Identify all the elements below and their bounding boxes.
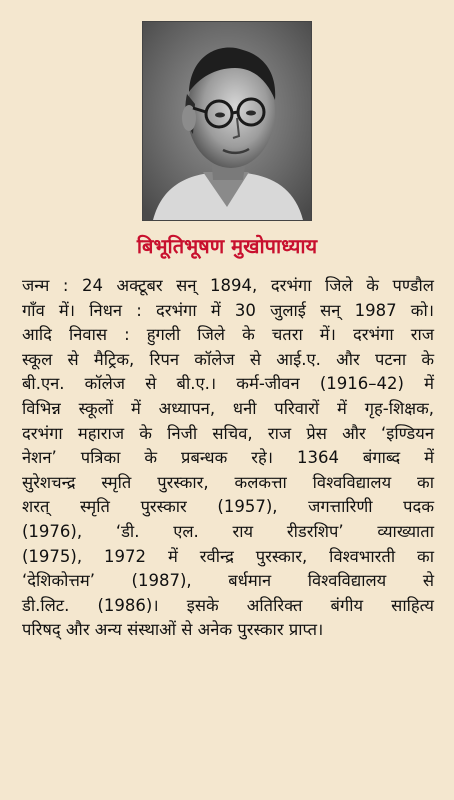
bio-line: डी.लिट. (1986)। इसके अतिरिक्त बंगीय साहित्य bbox=[22, 595, 434, 615]
portrait-image bbox=[143, 22, 311, 220]
bio-line: परिषद् और अन्य संस्थाओं से अनेक पुरस्कार प्राप्त। bbox=[22, 620, 324, 640]
portrait-photo bbox=[142, 21, 312, 221]
bio-line: (1976), ‘डी. एल. राय रीडरशिप’ व्याख्याता bbox=[22, 521, 434, 541]
bio-line: जन्म : 24 अक्टूबर सन् 1894, दरभंगा जिले के पण्डौल bbox=[22, 276, 434, 295]
bio-line: ‘देशिकोत्तम’ (1987), बर्धमान विश्वविद्यालय से bbox=[22, 571, 434, 591]
biography-text bbox=[22, 274, 434, 643]
bio-line: नेशन’ पत्रिका के प्रबन्धक रहे। 1364 बंगाब्द में bbox=[22, 448, 434, 468]
bio-line: आदि निवास : हुगली जिले के चतरा में। दरभंगा राज bbox=[22, 325, 434, 345]
bio-line: सुरेशचन्द्र स्मृति पुरस्कार, कलकत्ता विश्वविद्यालय का bbox=[22, 472, 434, 492]
bio-line: (1975), 1972 में रवीन्द्र पुरस्कार, विश्वभारती का bbox=[22, 546, 434, 566]
bio-line: दरभंगा महाराज के निजी सचिव, राज प्रेस और ‘इण्डियन bbox=[22, 423, 434, 443]
bio-line: शरत् स्मृति पुरस्कार (1957), जगत्तारिणी पदक bbox=[22, 497, 434, 517]
bio-line: विभिन्न स्कूलों में अध्यापन, धनी परिवारों में गृह-शिक्षक, bbox=[22, 398, 434, 418]
person-name-heading: बिभूतिभूषण मुखोपाध्याय bbox=[136, 234, 318, 258]
bio-line: स्कूल से मैट्रिक, रिपन कॉलेज से आई.ए. और पटना के bbox=[22, 349, 434, 369]
bio-line: बी.एन. कॉलेज से बी.ए.। कर्म-जीवन (1916–42) में bbox=[22, 374, 434, 394]
bio-line: गाँव में। निधन : दरभंगा में 30 जुलाई सन् 1987 को। bbox=[22, 300, 434, 320]
